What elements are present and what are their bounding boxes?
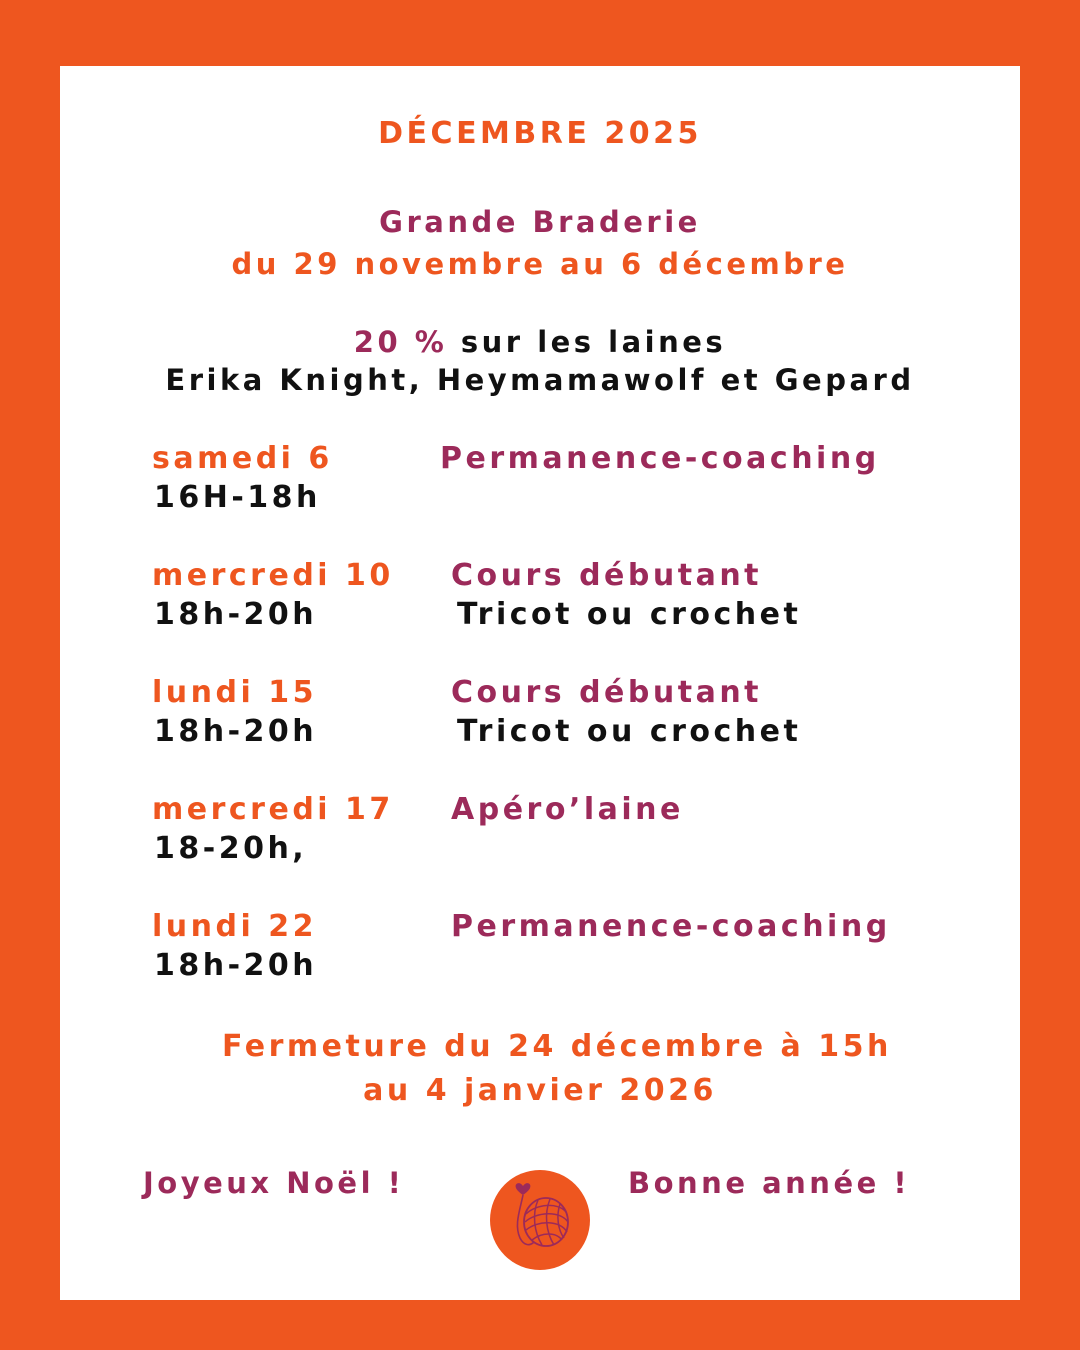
event-day: mercredi 10 <box>152 558 394 593</box>
logo <box>490 1170 590 1270</box>
sale-title: Grande Braderie <box>379 205 701 239</box>
discount-text: sur les laines <box>447 325 727 359</box>
greeting-christmas: Joyeux Noël ! <box>143 1166 405 1200</box>
event-time: 18h-20h <box>154 597 318 632</box>
event-title: Cours débutant <box>451 675 763 710</box>
closure-line-2: au 4 janvier 2026 <box>363 1073 717 1108</box>
event-subtitle: Tricot ou crochet <box>457 714 802 749</box>
event-time: 18-20h, <box>154 831 308 866</box>
closure-line-1: Fermeture du 24 décembre à 15h <box>222 1029 892 1064</box>
greeting-new-year: Bonne année ! <box>628 1166 911 1200</box>
discount-line <box>60 325 1020 359</box>
month-title: DÉCEMBRE 2025 <box>378 116 702 151</box>
event-subtitle: Tricot ou crochet <box>457 597 802 632</box>
event-title: Cours débutant <box>451 558 763 593</box>
event-day: lundi 22 <box>152 909 317 944</box>
event-title: Apéro’laine <box>451 792 684 827</box>
sale-dates: du 29 novembre au 6 décembre <box>231 247 849 281</box>
event-title: Permanence-coaching <box>440 441 880 476</box>
event-title: Permanence-coaching <box>451 909 891 944</box>
event-day: mercredi 17 <box>152 792 394 827</box>
event-day: lundi 15 <box>152 675 317 710</box>
discount-percent: 20 % <box>353 325 448 359</box>
yarn-ball-heart-icon <box>490 1170 590 1270</box>
event-time: 16H-18h <box>154 480 321 515</box>
discount-brands: Erika Knight, Heymamawolf et Gepard <box>165 363 915 397</box>
event-card <box>60 66 1020 1300</box>
event-time: 18h-20h <box>154 714 318 749</box>
event-time: 18h-20h <box>154 948 318 983</box>
event-day: samedi 6 <box>152 441 333 476</box>
